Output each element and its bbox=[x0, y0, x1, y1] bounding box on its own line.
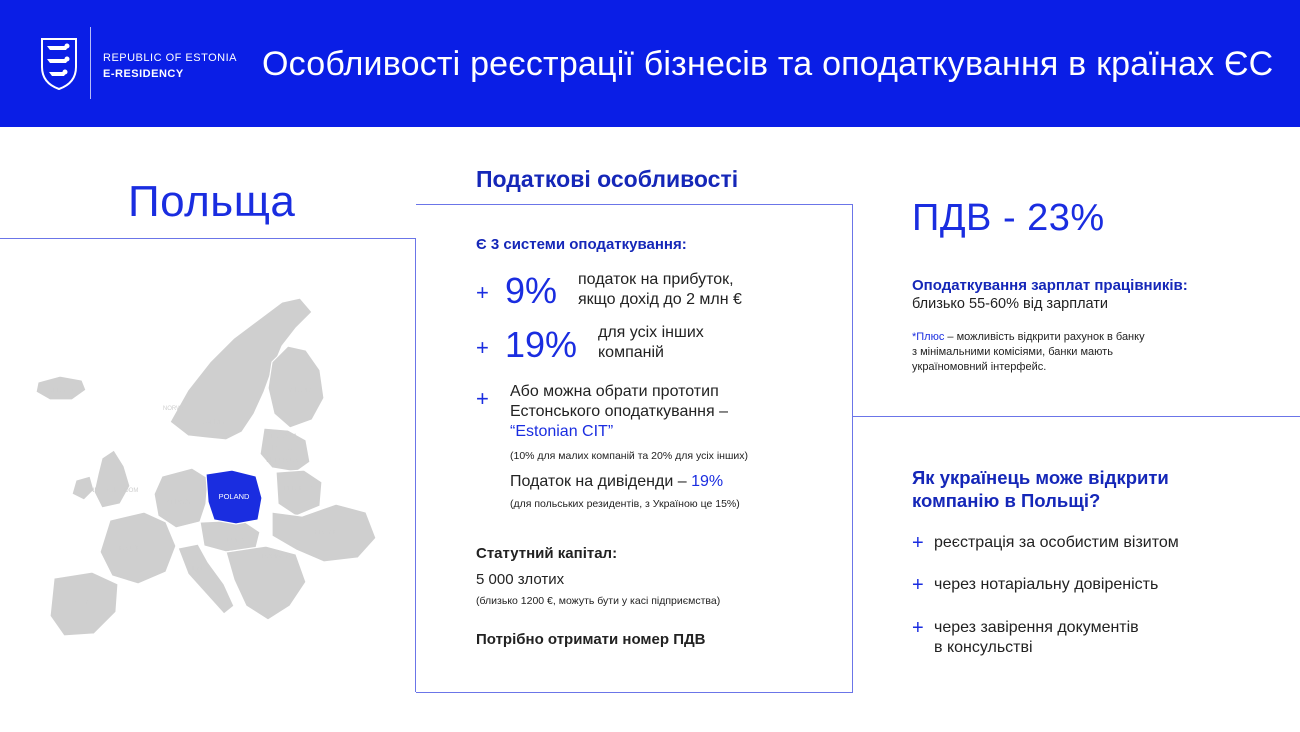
cit-text bbox=[510, 382, 728, 442]
plus-icon: + bbox=[476, 280, 489, 305]
plus-icon: + bbox=[912, 532, 924, 554]
rate-19-text-line2: компаній bbox=[598, 344, 664, 361]
map-germany-benelux bbox=[154, 468, 208, 528]
map-label-lithuania: LITHUANIA bbox=[266, 458, 298, 464]
bank-note bbox=[912, 330, 1192, 375]
map-label-italy: ITALY bbox=[192, 566, 208, 572]
how-item-line1: реєстрація за особистим візитом bbox=[934, 534, 1179, 551]
rate-9-value: 9% bbox=[505, 270, 558, 311]
how-item-consulate bbox=[912, 618, 1139, 658]
rate-19-value: 19% bbox=[505, 324, 578, 365]
bank-note-line3: україномовний інтерфейс. bbox=[912, 361, 1047, 373]
how-item-line1: через завірення документів bbox=[934, 619, 1139, 636]
salary-tax-text: близько 55-60% від зарплати bbox=[912, 296, 1109, 312]
map-label-germany: GERMANY bbox=[166, 500, 198, 506]
map-uk bbox=[94, 450, 130, 508]
europe-map bbox=[20, 290, 390, 650]
map-belarus bbox=[276, 470, 322, 516]
map-label-romania: ROMANIA bbox=[261, 554, 291, 560]
map-label-belarus: BELARUS bbox=[283, 486, 313, 492]
capital-note: (близько 1200 €, можуть бути у касі підприємства) bbox=[476, 595, 721, 607]
estonia-coat-of-arms-icon bbox=[40, 37, 78, 91]
rate-9-text-line1: податок на прибуток, bbox=[578, 271, 734, 288]
how-item-line2: в консульстві bbox=[934, 639, 1033, 656]
how-item-text bbox=[934, 618, 1139, 658]
tax-systems-title: Є 3 системи оподаткування: bbox=[476, 236, 687, 253]
map-label-spain: SPAIN bbox=[73, 600, 91, 606]
how-item-visit bbox=[912, 533, 1179, 553]
bank-note-line2: з мінімальними комісіями, банки мають bbox=[912, 346, 1113, 358]
dividends-value: 19% bbox=[691, 473, 724, 490]
header-bar bbox=[0, 0, 1300, 127]
right-divider bbox=[853, 416, 1300, 417]
cit-note: (10% для малих компаній та 20% для усіх інших) bbox=[510, 450, 748, 462]
page-title: Особливості реєстрації бізнесів та оподаткування в країнах ЄС bbox=[262, 45, 1274, 83]
vat-rate: ПДВ - 23% bbox=[912, 197, 1105, 239]
brand-line-1: REPUBLIC OF ESTONIA bbox=[103, 52, 237, 64]
rate-9-text bbox=[578, 270, 742, 310]
rate-19-text-line1: для усіх інших bbox=[598, 324, 704, 341]
map-label-iceland: ICELAND bbox=[46, 388, 74, 394]
brand-line-2: E-RESIDENCY bbox=[103, 68, 184, 80]
map-label-hungary: HUNGARY bbox=[227, 538, 257, 544]
plus-icon: + bbox=[476, 386, 489, 411]
capital-title: Статутний капітал: bbox=[476, 545, 618, 562]
country-name: Польща bbox=[128, 177, 296, 226]
cit-line2: Естонського оподаткування – bbox=[510, 403, 729, 420]
salary-tax-title: Оподаткування зарплат працівників: bbox=[912, 277, 1188, 294]
how-to-open-title: Як українець може відкрити компанію в Польщі? bbox=[912, 467, 1169, 511]
capital-value: 5 000 злотих bbox=[476, 571, 565, 588]
map-poland-label: POLAND bbox=[218, 492, 250, 501]
map-central bbox=[200, 520, 260, 552]
plus-icon: + bbox=[476, 335, 489, 360]
map-finland bbox=[268, 346, 324, 428]
plus-icon: + bbox=[912, 617, 924, 639]
map-frame-top bbox=[0, 238, 416, 239]
how-item-notary bbox=[912, 575, 1158, 595]
dividends-note: (для польських резидентів, з Україною це 15%) bbox=[510, 498, 740, 510]
map-label-ukraine: UKRAINE bbox=[310, 530, 338, 536]
dividends-label: Податок на дивіденди – bbox=[510, 473, 692, 490]
how-item-text bbox=[934, 575, 1158, 595]
how-item-line1: через нотаріальну довіреність bbox=[934, 576, 1159, 593]
cit-line3: “Estonian CIT” bbox=[510, 423, 614, 440]
bank-note-line1: – можливість відкрити рахунок в банку bbox=[944, 331, 1145, 343]
cit-line1: Або можна обрати прототип bbox=[510, 383, 719, 400]
map-label-uk: UNITED KINGDOM bbox=[85, 488, 139, 494]
map-label-sweden: SWEDEN bbox=[200, 420, 228, 426]
dividends-text bbox=[510, 472, 723, 492]
map-italy bbox=[178, 544, 234, 614]
tax-heading: Податкові особливості bbox=[476, 166, 739, 192]
map-label-estonia: ESTONIA bbox=[270, 434, 298, 440]
map-label-france: FRANCE bbox=[115, 546, 141, 552]
map-label-norway: NORWAY bbox=[162, 406, 190, 412]
logo-divider bbox=[90, 27, 91, 99]
plus-icon: + bbox=[912, 574, 924, 596]
map-label-latvia: LATVIA bbox=[271, 446, 293, 452]
brand-text bbox=[103, 50, 237, 82]
bank-note-star: *Плюс bbox=[912, 331, 945, 343]
rate-19-text bbox=[598, 323, 704, 363]
map-label-finland: FINLAND bbox=[285, 388, 311, 394]
how-item-text bbox=[934, 533, 1179, 553]
rate-9-text-line2: якщо дохід до 2 млн € bbox=[578, 291, 742, 308]
vat-number-note: Потрібно отримати номер ПДВ bbox=[476, 631, 706, 648]
